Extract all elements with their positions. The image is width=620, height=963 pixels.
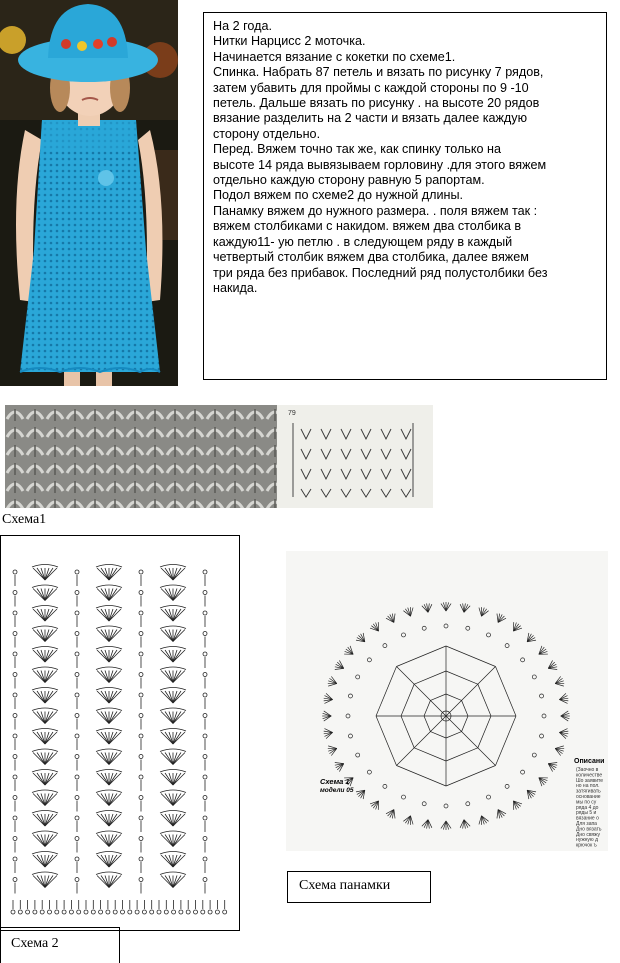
hat-side-line: основание (576, 794, 601, 800)
hat-side-line: затягивать (576, 788, 601, 795)
description-line: три ряда без прибавок. Последний ряд полустолбики без (213, 265, 548, 280)
hat-scheme-label: Схема 1 (320, 777, 350, 786)
description-box (203, 12, 607, 380)
description-line: Нитки Нарцисс 2 моточка. (213, 34, 366, 49)
hat-side-line: крючок ъ (576, 842, 597, 849)
hat-side-line: ряда 4 до (576, 804, 599, 811)
scheme2-caption: Схема 2 (0, 927, 120, 963)
hat-side-line: Для запа (576, 821, 597, 827)
scheme1-caption: Схема1 (2, 512, 47, 527)
scheme2-symbols (11, 565, 227, 915)
description-line: Перед. Вяжем точно так же, как спинку только на (213, 142, 501, 157)
hat-side-line: вязание о (576, 815, 599, 822)
hat-side-line: количестве (576, 772, 603, 779)
hat-side-line: Дно свяжу (576, 831, 601, 838)
hat-side-line: (Заочно в (576, 767, 599, 773)
description-line: Панамку вяжем до нужного размера. . поля вяжем так : (213, 203, 538, 218)
hat-diagram-illustration (286, 551, 608, 851)
stitch-sample-illustration (5, 405, 433, 508)
description-line: отдельно каждую сторону равную 5 рапортам. (213, 173, 485, 188)
description-line: петель. Дальше вязать по рисунку . на высоте 20 рядов (213, 96, 540, 111)
description-line: вязание разделить на 2 части и вязать далее каждую (213, 111, 528, 126)
scheme2-chart (0, 535, 240, 931)
hat-side-title: Описани (574, 758, 605, 765)
hat-model-label: модели 05 (320, 787, 354, 794)
description-line: вяжем столбиками с накидом. вяжем два столбика в (213, 219, 522, 234)
scheme2-diagram (1, 536, 239, 930)
hat-side-line: нужную д (576, 837, 598, 844)
hat-side-line: мы по су (576, 799, 597, 806)
description-line: Подол вяжем по схеме2 до нужной длины. (213, 188, 463, 203)
description-line: сторону отдельно. (213, 126, 321, 141)
dress-photo-illustration (0, 0, 178, 386)
strip-number: 79 (288, 410, 296, 417)
description-line: На 2 года. (213, 19, 272, 33)
dress-photo (0, 0, 178, 386)
hat-diagram (286, 551, 608, 851)
hat-side-line: ряды 5 и (576, 810, 597, 817)
description-line: затем убавить для проймы с каждой стороны по 9 -10 (213, 80, 529, 95)
hat-side-line: Дно вязать (576, 826, 602, 833)
description-line: четвертый столбик вяжем два столбика, далее вяжем (213, 250, 529, 265)
description-line: накида. (213, 280, 258, 295)
hat-caption: Схема панамки (287, 871, 431, 903)
hat-side-line: но на пол. (576, 783, 600, 790)
stitch-sample-strip (5, 405, 433, 508)
description-line: Начинается вязание с кокетки по схеме1. (213, 49, 456, 64)
description-line: высоте 14 ряда вывязываем горловину .для этого вяжем (213, 157, 547, 172)
description-line: каждую11- ую петлю . в следующем ряду в каждый (213, 234, 513, 249)
hat-side-line: Шо заявите (576, 777, 603, 784)
description-line: Спинка. Набрать 87 петель и вязать по рисунку 7 рядов, (213, 65, 544, 80)
hat-symbols (322, 602, 570, 830)
